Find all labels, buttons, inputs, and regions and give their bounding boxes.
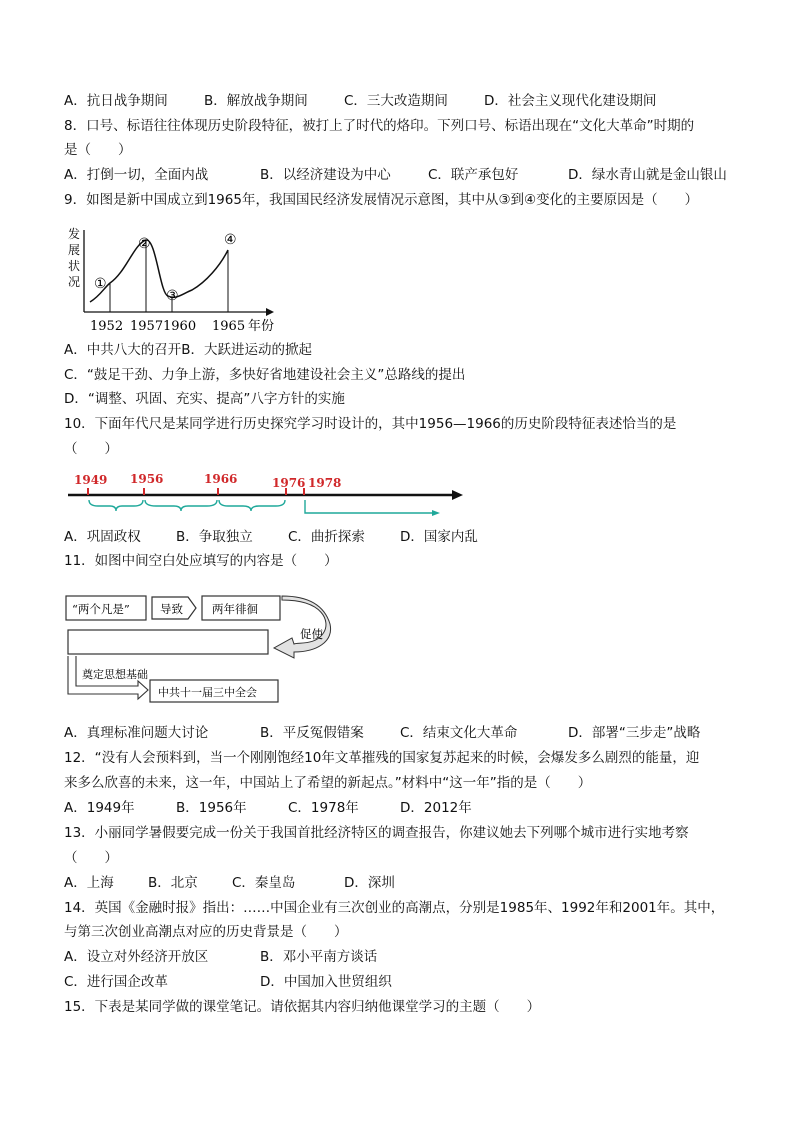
chart-ylabel-3: 状	[68, 259, 81, 273]
q9-option-ab: A．中共八大的召开B．大跃进运动的掀起	[64, 342, 312, 358]
flow-diagram	[62, 590, 332, 706]
chart-xlabel: 年份	[248, 319, 275, 334]
q10-option-c: C．曲折探索	[288, 529, 365, 545]
q11-option-b: B．平反冤假错案	[260, 725, 364, 741]
chart-tick-1960: 1960	[163, 319, 197, 334]
chart-ylabel-2: 展	[68, 243, 81, 257]
box-third-plenum-text: 中共十一届三中全会	[158, 686, 257, 699]
chart-point-2: ②	[138, 236, 151, 252]
q11-stem: 11．如图中间空白处应填写的内容是（ ）	[64, 553, 338, 569]
arrow-lead-to-text: 导致	[160, 602, 183, 616]
q12-option-c: C．1978年	[288, 800, 359, 816]
q11-option-c: C．结束文化大革命	[400, 725, 518, 741]
chart-point-3: ③	[166, 288, 179, 304]
q10-stem: 10．下面年代尺是某同学进行历史探究学习时设计的，其中1956—1966的历史阶段特征表述恰当的是	[64, 416, 677, 432]
q7-option-c: C．三大改造期间	[344, 93, 448, 109]
chart-ylabel-4: 况	[68, 275, 81, 289]
chart-point-1: ①	[94, 276, 107, 292]
brace-1956-1966	[145, 500, 217, 511]
q8-option-b: B．以经济建设为中心	[260, 167, 391, 183]
timeline-ruler	[62, 466, 468, 518]
q14-option-b: B．邓小平南方谈话	[260, 949, 378, 965]
q12-stem: 12．“没有人会预料到，当一个刚刚饱经10年文革摧残的国家复苏起来的时候，会爆发多么剧烈的能量，迎	[64, 750, 700, 766]
q13-option-a: A．上海	[64, 875, 114, 891]
bracket-1978-onward	[305, 500, 434, 513]
q15-stem: 15．下表是某同学做的课堂笔记。请依据其内容归纳他课堂学习的主题（ ）	[64, 999, 541, 1015]
box-two-year-hover-text: 两年徘徊	[212, 602, 258, 616]
q13-option-c: C．秦皇岛	[232, 875, 296, 891]
q14-stem: 14．英国《金融时报》指出：……中国企业有三次创业的高潮点，分别是1985年、1992年和2001年。其中，	[64, 900, 725, 916]
chart-ylabel-1: 发	[68, 227, 81, 241]
timeline-year-1978: 1978	[308, 476, 342, 490]
economy-development-chart	[60, 222, 290, 340]
q10-stem-cont: （ ）	[64, 441, 118, 457]
q13-option-d: D．深圳	[344, 875, 395, 891]
q11-option-a: A．真理标准问题大讨论	[64, 725, 209, 741]
q10-option-a: A．巩固政权	[64, 529, 141, 545]
chart-curve	[90, 240, 228, 302]
q14-option-c: C．进行国企改革	[64, 974, 168, 990]
q13-stem-cont: （ ）	[64, 850, 118, 866]
timeline-year-1949: 1949	[74, 473, 108, 487]
timeline-year-1956: 1956	[130, 472, 164, 486]
q9-stem: 9．如图是新中国成立到1965年，我国国民经济发展情况示意图，其中从③到④变化的主要原因是（ ）	[64, 192, 699, 208]
q8-stem-cont: 是（ ）	[64, 142, 132, 158]
chart-point-4: ④	[224, 232, 237, 248]
chart-x-arrow	[266, 308, 274, 316]
q9-option-c: C．“鼓足干劲、力争上游，多快好省地建设社会主义”总路线的提出	[64, 367, 466, 383]
chart-tick-1957: 1957	[130, 319, 164, 334]
q12-option-d: D．2012年	[400, 800, 472, 816]
q8-option-a: A．打倒一切，全面内战	[64, 167, 209, 183]
q14-stem-cont: 与第三次创业高潮点对应的历史背景是（ ）	[64, 924, 348, 940]
timeline-year-1976: 1976	[272, 476, 306, 490]
q14-option-d: D．中国加入世贸组织	[260, 974, 392, 990]
box-two-whatevers-text: “两个凡是”	[72, 602, 130, 616]
chart-tick-1965: 1965	[212, 319, 246, 334]
q9-option-d: D．“调整、巩固、充实、提高”八字方针的实施	[64, 391, 345, 407]
brace-1949-1956	[89, 500, 143, 511]
arrow-foundation-text: 奠定思想基础	[82, 668, 148, 681]
q8-option-d: D．绿水青山就是金山银山	[568, 167, 727, 183]
q7-option-a: A．抗日战争期间	[64, 93, 168, 109]
q12-option-b: B．1956年	[176, 800, 247, 816]
curved-arrow-text: 促使	[300, 627, 323, 641]
q14-option-a: A．设立对外经济开放区	[64, 949, 209, 965]
q8-stem: 8．口号、标语往往体现历史阶段特征，被打上了时代的烙印。下列口号、标语出现在“文化大革命”时期的	[64, 118, 695, 134]
q10-option-d: D．国家内乱	[400, 529, 478, 545]
q13-option-b: B．北京	[148, 875, 198, 891]
blank-box	[68, 630, 268, 654]
q10-option-b: B．争取独立	[176, 529, 253, 545]
chart-tick-1952: 1952	[90, 319, 124, 334]
q7-option-d: D．社会主义现代化建设期间	[484, 93, 657, 109]
timeline-arrow	[452, 490, 463, 500]
q12-option-a: A．1949年	[64, 800, 135, 816]
q8-option-c: C．联产承包好	[428, 167, 519, 183]
bracket-arrow	[432, 510, 440, 516]
timeline-year-1966: 1966	[204, 472, 238, 486]
q12-stem-cont: 来多么欣喜的未来，这一年，中国站上了希望的新起点。”材料中“这一年”指的是（ ）	[64, 775, 592, 791]
q7-option-b: B．解放战争期间	[204, 93, 308, 109]
q11-option-d: D．部署“三步走”战略	[568, 725, 701, 741]
q13-stem: 13．小丽同学暑假要完成一份关于我国首批经济特区的调查报告，你建议她去下列哪个城市进行实地考察	[64, 825, 689, 841]
brace-1966-1976	[219, 500, 285, 511]
